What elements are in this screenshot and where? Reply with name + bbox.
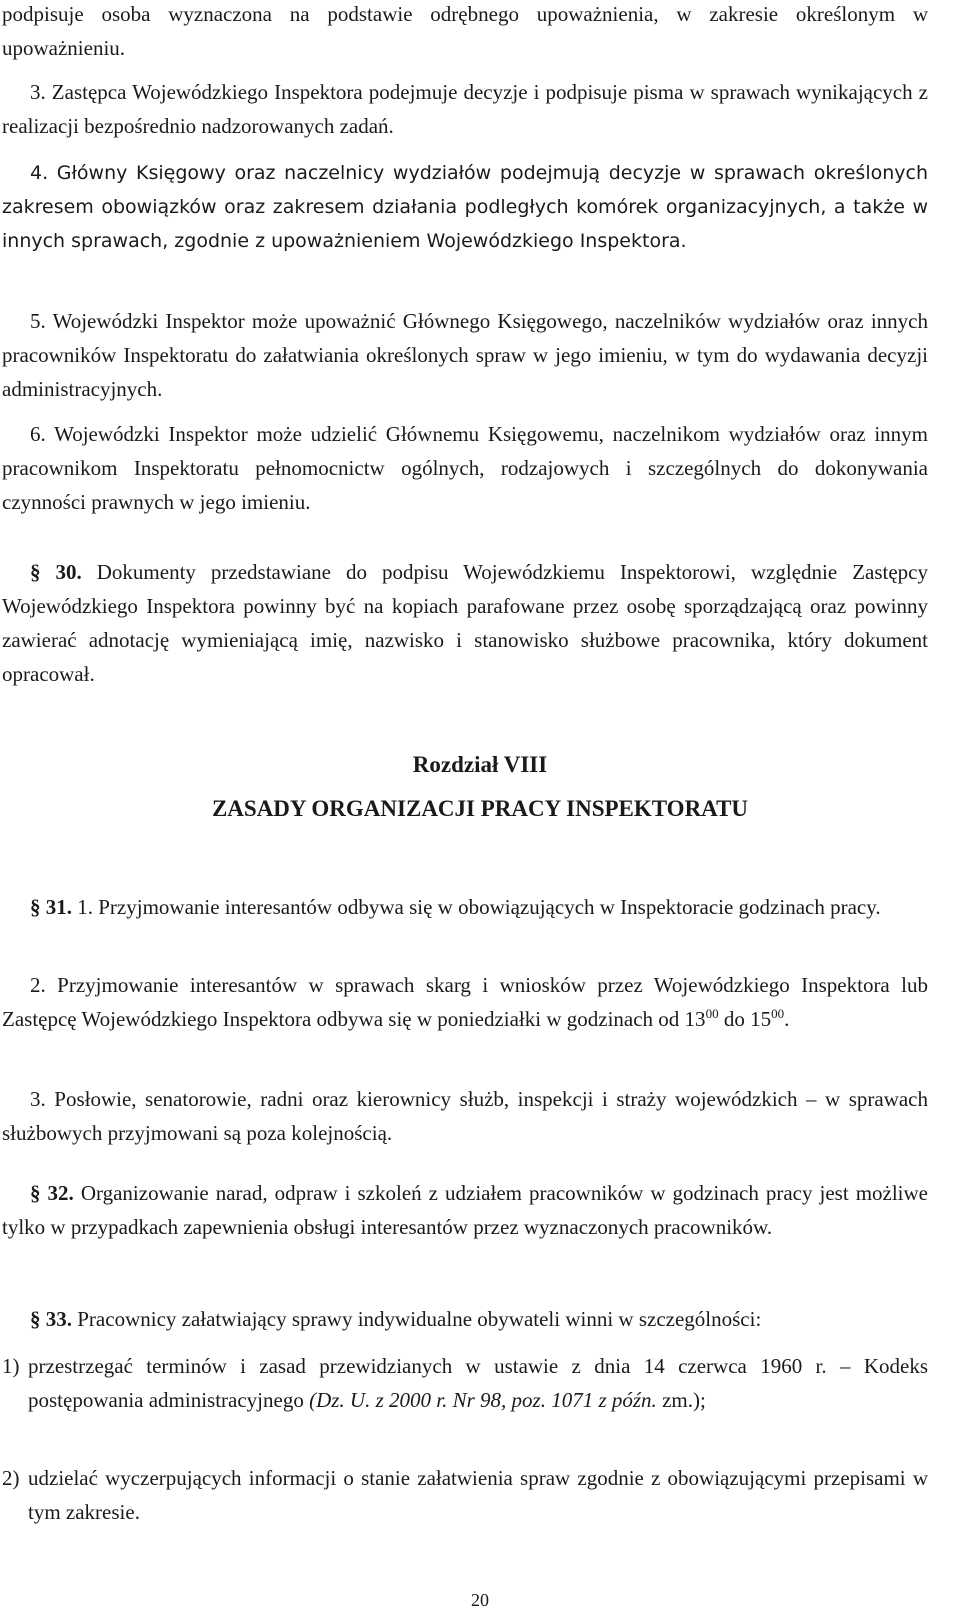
list-item-text-a: przestrzegać terminów i zasad przewidzianych w ustawie z dnia 14 czerwca 1960 r. – Kodeks postępowania administracyjnego: [28, 1354, 928, 1412]
list-item-number: 1): [2, 1354, 20, 1378]
section-30: [2, 555, 928, 691]
paragraph-3-text: 3. Zastępca Wojewódzkiego Inspektora podejmuje decyzje i podpisuje pisma w sprawach wynikających z realizacji bezpośrednio nadzorowanych zadań.: [2, 80, 928, 138]
section-31-p1: [2, 890, 928, 924]
chapter-number: Rozdział VIII: [412, 752, 548, 777]
list-item-text: [28, 1461, 928, 1529]
list-item: [2, 1461, 928, 1529]
paragraph-5: [2, 304, 928, 406]
paragraph-6-text: 6. Wojewódzki Inspektor może udzielić Głównemu Księgowemu, naczelnikom wydziałów oraz innym pracownikom Inspektoratu pełnomocnictw ogólnych, rodzajowych i szczególnych do dokonywania czynności prawnych w jego imieniu.: [2, 422, 928, 514]
section-32-text: Organizowanie narad, odpraw i szkoleń z udziałem pracowników w godzinach pracy jest możliwe tylko w przypadkach zapewnienia obsługi interesantów przez wyznaczonych pracowników.: [2, 1181, 929, 1239]
list-item-number: 2): [2, 1466, 20, 1490]
list-item-text-b: zm.);: [656, 1388, 706, 1412]
paragraph-5-text: 5. Wojewódzki Inspektor może upoważnić Głównego Księgowego, naczelników wydziałów oraz innych pracowników Inspektoratu do załatwiania określonych spraw w jego imieniu, w tym do wydawania decyzji administracyjnych.: [2, 309, 928, 401]
section-31-p3: [2, 1082, 928, 1150]
list-item-citation: (Dz. U. z 2000 r. Nr 98, poz. 1071 z późn.: [309, 1388, 657, 1412]
hour-superscript: 00: [705, 1006, 719, 1021]
paragraph-top: [2, 0, 928, 65]
section-30-label: § 30.: [30, 560, 82, 584]
section-33-text: Pracownicy załatwiający sprawy indywidualne obywateli winni w szczególności:: [77, 1307, 762, 1331]
section-31-p2-text-b: do 15: [718, 1007, 772, 1031]
paragraph-3: [2, 75, 928, 143]
section-31-p2: [2, 968, 928, 1036]
chapter-title: ZASADY ORGANIZACJI PRACY INSPEKTORATU: [211, 796, 749, 821]
list-item-text-a: udzielać wyczerpujących informacji o stanie załatwienia spraw zgodnie z obowiązującymi przepisami w tym zakresie.: [28, 1466, 928, 1524]
paragraph-top-text: podpisuje osoba wyznaczona na podstawie odrębnego upoważnienia, w zakresie określonym w upoważnieniu.: [2, 2, 928, 60]
paragraph-6: [2, 417, 928, 519]
section-30-text: Dokumenty przedstawiane do podpisu Wojewódzkiemu Inspektorowi, względnie Zastępcy Wojewódzkiego Inspektora powinny być na kopiach parafowane przez osobę sporządzającą oraz powinny zawierać adnotację wymieniającą imię, nazwisko i stanowisko służbowe pracownika, który dokument opracował.: [2, 560, 929, 686]
page-number: 20: [471, 1590, 489, 1610]
list-item: [2, 1349, 928, 1417]
section-33-label: § 33.: [30, 1307, 72, 1331]
section-32-label: § 32.: [30, 1181, 74, 1205]
section-32: [2, 1176, 928, 1244]
list-item-text: [28, 1349, 928, 1417]
section-31-p2-text: 2. Przyjmowanie interesantów w sprawach skarg i wniosków przez Wojewódzkiego Inspektora lub Zastępcę Wojewódzkiego Inspektora odbywa się w poniedziałki w godzinach od 13: [2, 973, 928, 1031]
paragraph-4: [2, 156, 928, 258]
section-31-p1-text: 1. Przyjmowanie interesantów odbywa się w obowiązujących w Inspektoracie godzinach pracy.: [77, 895, 881, 919]
section-33: [2, 1302, 928, 1336]
section-31-p3-text: 3. Posłowie, senatorowie, radni oraz kierownicy służb, inspekcji i straży wojewódzkich – w sprawach służbowych przyjmowani są poza kolejnością.: [2, 1087, 928, 1145]
section-31-p2-text-c: .: [784, 1007, 790, 1031]
paragraph-4-text: 4. Główny Księgowy oraz naczelnicy wydziałów podejmują decyzje w sprawach określonych zakresem obowiązków oraz zakresem działania podległych komórek organizacyjnych, a także w innych sprawach, zgodnie z upoważnieniem Wojewódzkiego Inspektora.: [2, 162, 928, 252]
section-31-label: § 31.: [30, 895, 72, 919]
hour-superscript: 00: [771, 1006, 785, 1021]
